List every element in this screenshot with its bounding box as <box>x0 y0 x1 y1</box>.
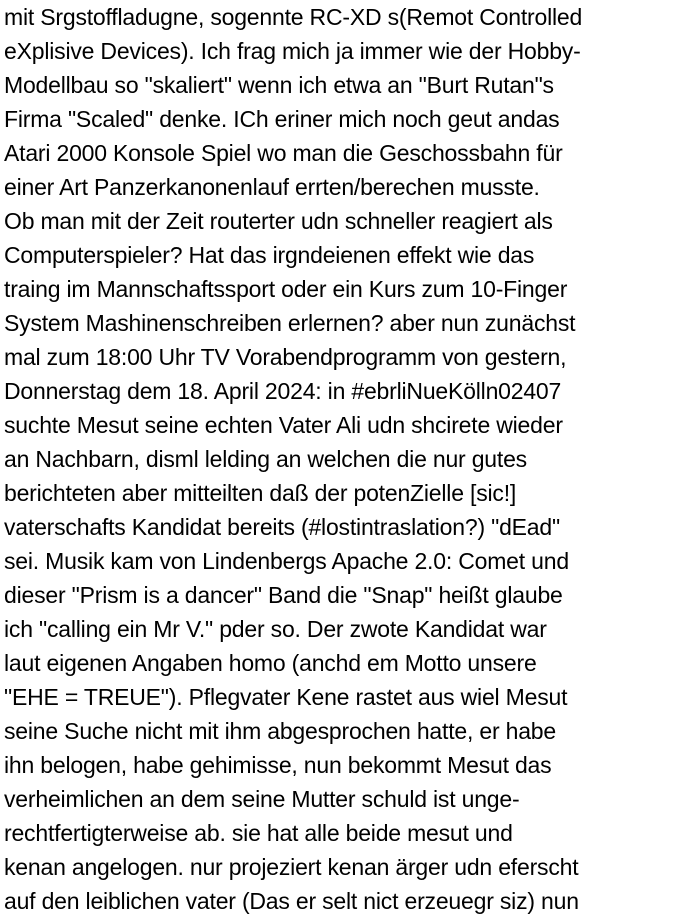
text-line: suchte Mesut seine echten Vater Ali udn shcirete wieder <box>4 412 563 438</box>
text-line: berichteten aber mitteilten daß der potenZielle [sic!] <box>4 480 517 506</box>
text-line: "EHE = TREUE"). Pflegvater Kene rastet aus wiel Mesut <box>4 684 568 710</box>
text-line: eXplisive Devices). Ich frag mich ja immer wie der Hobby- <box>4 38 581 64</box>
text-line: Ob man mit der Zeit routerter udn schneller reagiert als <box>4 208 553 234</box>
text-line: mal zum 18:00 Uhr TV Vorabendprogramm von gestern, <box>4 344 567 370</box>
text-line: kenan angelogen. nur projeziert kenan ärger udn eferscht <box>4 854 579 880</box>
text-line: traing im Mannschaftssport oder ein Kurs zum 10-Finger <box>4 276 568 302</box>
text-line: ihn belogen, habe gehimisse, nun bekommt Mesut das <box>4 752 552 778</box>
text-line: Atari 2000 Konsole Spiel wo man die Geschossbahn für <box>4 140 563 166</box>
text-line: dieser "Prism is a dancer" Band die "Snap" heißt glaube <box>4 582 563 608</box>
text-line: Firma "Scaled" denke. ICh eriner mich noch geut andas <box>4 106 560 132</box>
text-line: auf den leiblichen vater (Das er selt nict erzeuegr siz) nun <box>4 888 579 914</box>
text-line: laut eigenen Angaben homo (anchd em Motto unsere <box>4 650 537 676</box>
text-line: einer Art Panzerkanonenlauf errten/berechen musste. <box>4 174 540 200</box>
text-line: verheimlichen an dem seine Mutter schuld ist unge- <box>4 786 520 812</box>
text-line: vaterschafts Kandidat bereits (#lostintraslation?) "dEad" <box>4 514 560 540</box>
text-line: Donnerstag dem 18. April 2024: in #ebrliNueKölln02407 <box>4 378 562 404</box>
text-line: rechtfertigterweise ab. sie hat alle beide mesut und <box>4 820 513 846</box>
text-line: seine Suche nicht mit ihm abgesprochen hatte, er habe <box>4 718 556 744</box>
text-line: Computerspieler? Hat das irgndeienen effekt wie das <box>4 242 535 268</box>
text-line: sei. Musik kam von Lindenbergs Apache 2.0: Comet und <box>4 548 569 574</box>
text-line: mit Srgstoffladugne, sogennte RC-XD s(Remot Controlled <box>4 4 583 30</box>
text-line: ich "calling ein Mr V." pder so. Der zwote Kandidat war <box>4 616 547 642</box>
text-line: Modellbau so "skaliert" wenn ich etwa an "Burt Rutan"s <box>4 72 554 98</box>
text-line: System Mashinenschreiben erlernen? aber nun zunächst <box>4 310 576 336</box>
document-text <box>4 0 684 918</box>
text-line: an Nachbarn, disml lelding an welchen die nur gutes <box>4 446 527 472</box>
